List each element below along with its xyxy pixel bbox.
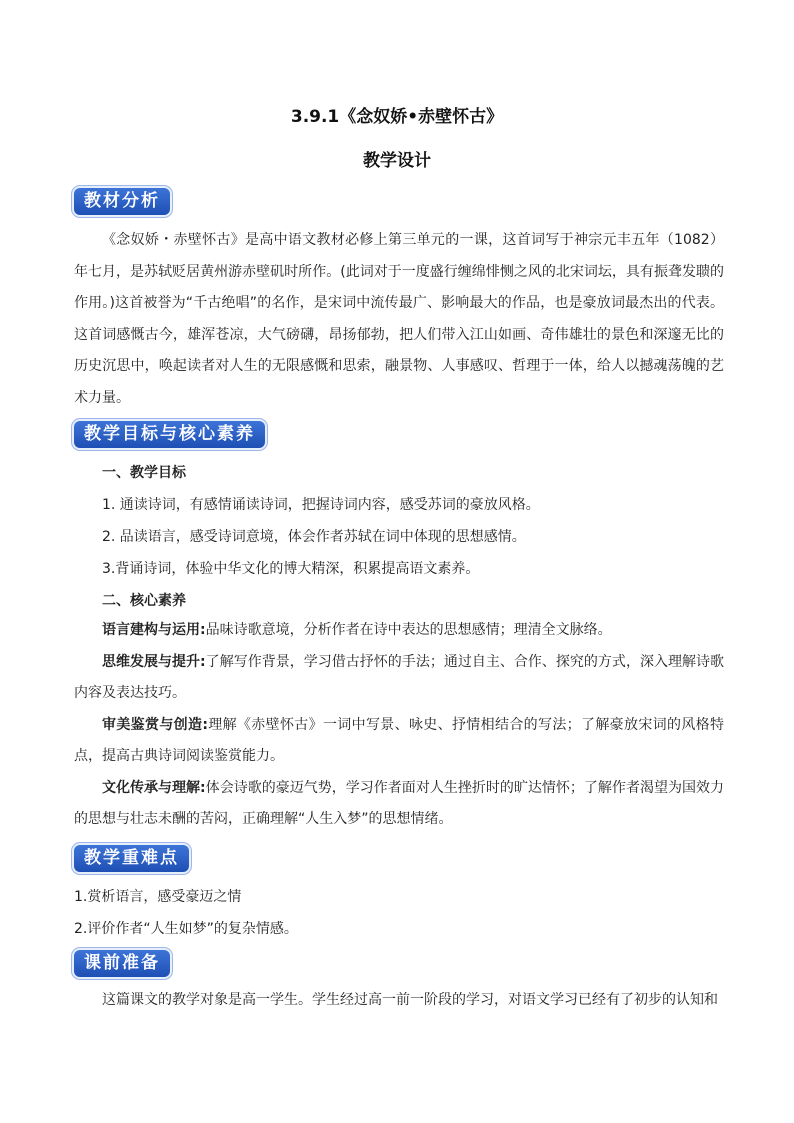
core-literacy-label: 思维发展与提升: [102,654,206,670]
goal-item: 1. 通读诗词，有感情诵读诗词，把握诗词内容，感受苏词的豪放风格。 [102,497,540,513]
document-subtitle: 教学设计 [363,151,431,171]
section-heading-goals: 教学目标与核心素养 [74,421,265,448]
core-literacy-item [74,615,724,646]
section-heading-keypoints: 教学重难点 [74,845,189,872]
core-literacy-item [74,710,724,772]
goals-subheading-core: 二、核心素养 [102,593,186,609]
core-literacy-label: 语言建构与运用: [102,622,206,638]
core-literacy-label: 审美鉴赏与创造: [102,717,208,733]
prep-paragraph: 这篇课文的教学对象是高一学生。学生经过高一前一阶段的学习，对语文学习已经有了初步的认知和 [102,992,718,1008]
core-literacy-text: 体会诗歌的豪迈气势，学习作者面对人生挫折时的旷达情怀；了解作者渴望为国效力的思想与壮志未酬的苦闷，正确理解“人生入梦”的思想情绪。 [74,780,724,827]
core-literacy-text: 品味诗歌意境，分析作者在诗中表达的思想感情；理清全文脉络。 [205,622,612,638]
analysis-paragraph: 《念奴娇・赤壁怀古》是高中语文教材必修上第三单元的一课，这首词写于神宗元丰五年（1082）年七月，是苏轼贬居黄州游赤壁矶时所作。(此词对于一度盛行缠绵悱恻之风的北宋词坛，具有振聋发聩的作用。)这首被誉为“千古绝唱”的名作，是宋词中流传最广、影响最大的作品，也是豪放词最杰出的代表。这首词感慨古今，雄浑苍凉，大气磅礴，昂扬郁勃，把人们带入江山如画、奇伟雄壮的景色和深邃无比的历史沉思中，唤起读者对人生的无限感慨和思索，融景物、人事感叹、哲理于一体，给人以撼魂荡魄的艺术力量。 [74,232,724,406]
keypoint-item: 1.赏析语言，感受豪迈之情 [74,889,242,905]
core-literacy-item [74,773,724,835]
core-literacy-item [74,647,724,709]
keypoint-item: 2.评价作者“人生如梦”的复杂情感。 [74,921,298,937]
goal-item: 3.背诵诗词，体验中华文化的博大精深，积累提高语文素养。 [102,561,480,577]
document-title: 3.9.1《念奴娇•赤壁怀古》 [290,107,504,127]
goals-subheading-objectives: 一、教学目标 [102,465,186,481]
core-literacy-label: 文化传承与理解: [102,780,206,796]
section-heading-analysis: 教材分析 [74,188,170,215]
section-heading-prep: 课前准备 [74,950,170,977]
core-literacy-text: 了解写作背景，学习借古抒怀的手法；通过自主、合作、探究的方式，深入理解诗歌内容及表达技巧。 [74,654,724,701]
goal-item: 2. 品读语言，感受诗词意境，体会作者苏轼在词中体现的思想感情。 [102,529,526,545]
core-literacy-text: 理解《赤壁怀古》一词中写景、咏史、抒情相结合的写法；了解豪放宋词的风格特点，提高古典诗词阅读鉴赏能力。 [74,717,724,764]
